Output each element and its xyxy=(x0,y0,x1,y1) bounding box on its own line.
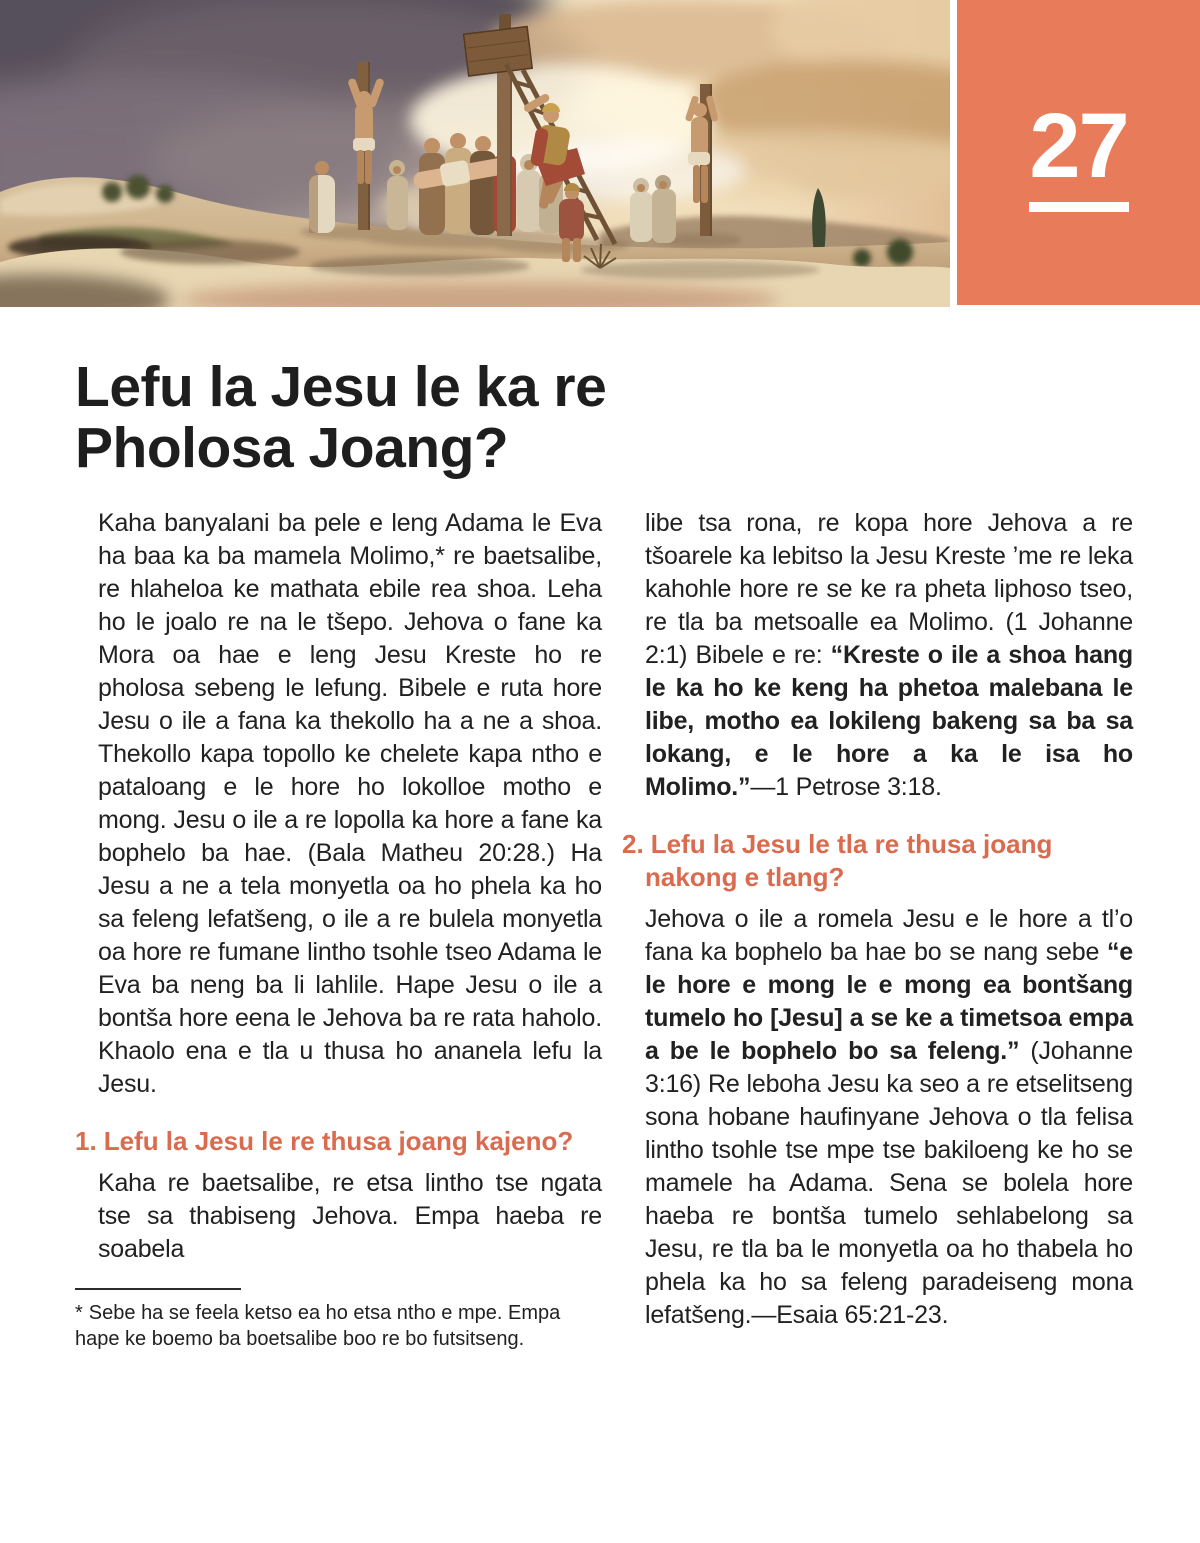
footnote xyxy=(75,1288,602,1352)
answer-2-segment: Jehova o ile a romela Jesu e le hore a tl’o fana ka bophelo ba hae bo se nang sebe xyxy=(645,905,1133,966)
answer-2-quote: “e le hore e mong le e mong ea bontšang tumelo ho [Jesu] a se ke a timetsoa empa a be le bophelo bo sa feleng.” xyxy=(645,938,1133,1065)
answer-1-segment: libe tsa rona, re kopa hore Jehova a re tšoarele ka lebitso la Jesu Kreste ’me re leka kahohle hore re se ke ra pheta liphoso tseo, re tla ba metsoalle ea Molimo. (1 Johanne 2:1) Bibele e re: xyxy=(645,509,1133,669)
answer-2-paragraph xyxy=(622,903,1133,1332)
column-left xyxy=(75,507,602,1352)
question-2-number: 2. xyxy=(622,829,644,859)
question-1-number: 1. xyxy=(75,1126,97,1156)
question-1-heading xyxy=(75,1125,602,1158)
answer-2-segment-end: (Johanne 3:16) Re leboha Jesu ka seo a re etselitseng sona hobane haufinyane Jehova o tla felisa lintho tsohle tse mpe tse bakiloeng ke ho se mamele ha Adama. Sena se bolela hore haeba re bontša tumelo sehlabelong sa Jesu, re tla ba le monyetla oa ho thabela ho phela ka ho sa feleng paradeiseng mona lefatšeng.—Esaia 65:21-23. xyxy=(645,1037,1133,1329)
footnote-text: Sebe ha se feela ketso ea ho etsa ntho e mpe. Empa hape ke boemo ba boetsalibe boo re bo futsitseng. xyxy=(75,1302,561,1350)
hero-image xyxy=(0,0,950,307)
page-title-line-2: Pholosa Joang? xyxy=(75,416,509,480)
lesson-number-underline xyxy=(1029,202,1129,212)
page-title xyxy=(75,357,1200,479)
footnote-rule xyxy=(75,1288,241,1290)
answer-1-start-paragraph: Kaha re baetsalibe, re etsa lintho tse ngata tse sa thabiseng Jehova. Empa haeba re soabela xyxy=(98,1169,602,1263)
question-1-label: Lefu la Jesu le re thusa joang kajeno? xyxy=(103,1126,574,1156)
question-2-heading xyxy=(622,828,1133,894)
answer-1-citation: —1 Petrose 3:18. xyxy=(750,773,942,801)
footnote-marker: * xyxy=(75,1302,83,1324)
answer-1-quote: “Kreste o ile a shoa hang le ka ho ke keng ha phetoa malebana le libe, motho ea lokileng bakeng sa ba sa lokang, e le hore a ka le isa ho Molimo.” xyxy=(645,641,1133,801)
question-2-label: Lefu la Jesu le tla re thusa joang nakong e tlang? xyxy=(645,829,1053,892)
answer-1-continued-paragraph xyxy=(622,507,1133,804)
intro-paragraph: Kaha banyalani ba pele e leng Adama le Eva ha baa ka ba mamela Molimo,* re baetsalibe, re hlaheloa ke mathata ebile rea shoa. Leha ho le joalo re na le tšepo. Jehova o fane ka Mora oa hae e leng Jesu Kreste ho re pholosa sebeng le lefung. Bibele e ruta hore Jesu o ile a fana ka thekollo ha a ne a shoa. Thekollo kapa topollo ke chelete kapa ntho e pataloang e le hore ho lokolloe motho e mong. Jesu o ile a re lopolla ka hore a fane ka bophelo ba hae. (Bala Matheu 20:28.) Ha Jesu a ne a tela monyetla oa ho phela ka ho sa feleng lefatšeng, o ile a re bulela monyetla oa hore re fumane lintho tsohle tseo Adama le Eva ba neng ba li lahlile. Hape Jesu o ile a bontša hore eena le Jehova ba re rata haholo. Khaolo ena e tla u thusa ho ananela lefu la Jesu. xyxy=(98,509,602,1098)
hero-row xyxy=(0,0,1200,307)
content-columns xyxy=(75,507,1200,1352)
lesson-number: 27 xyxy=(1029,95,1128,197)
lesson-number-badge xyxy=(957,0,1200,305)
column-right xyxy=(622,507,1133,1352)
page-title-line-1: Lefu la Jesu le ka re xyxy=(75,355,607,419)
